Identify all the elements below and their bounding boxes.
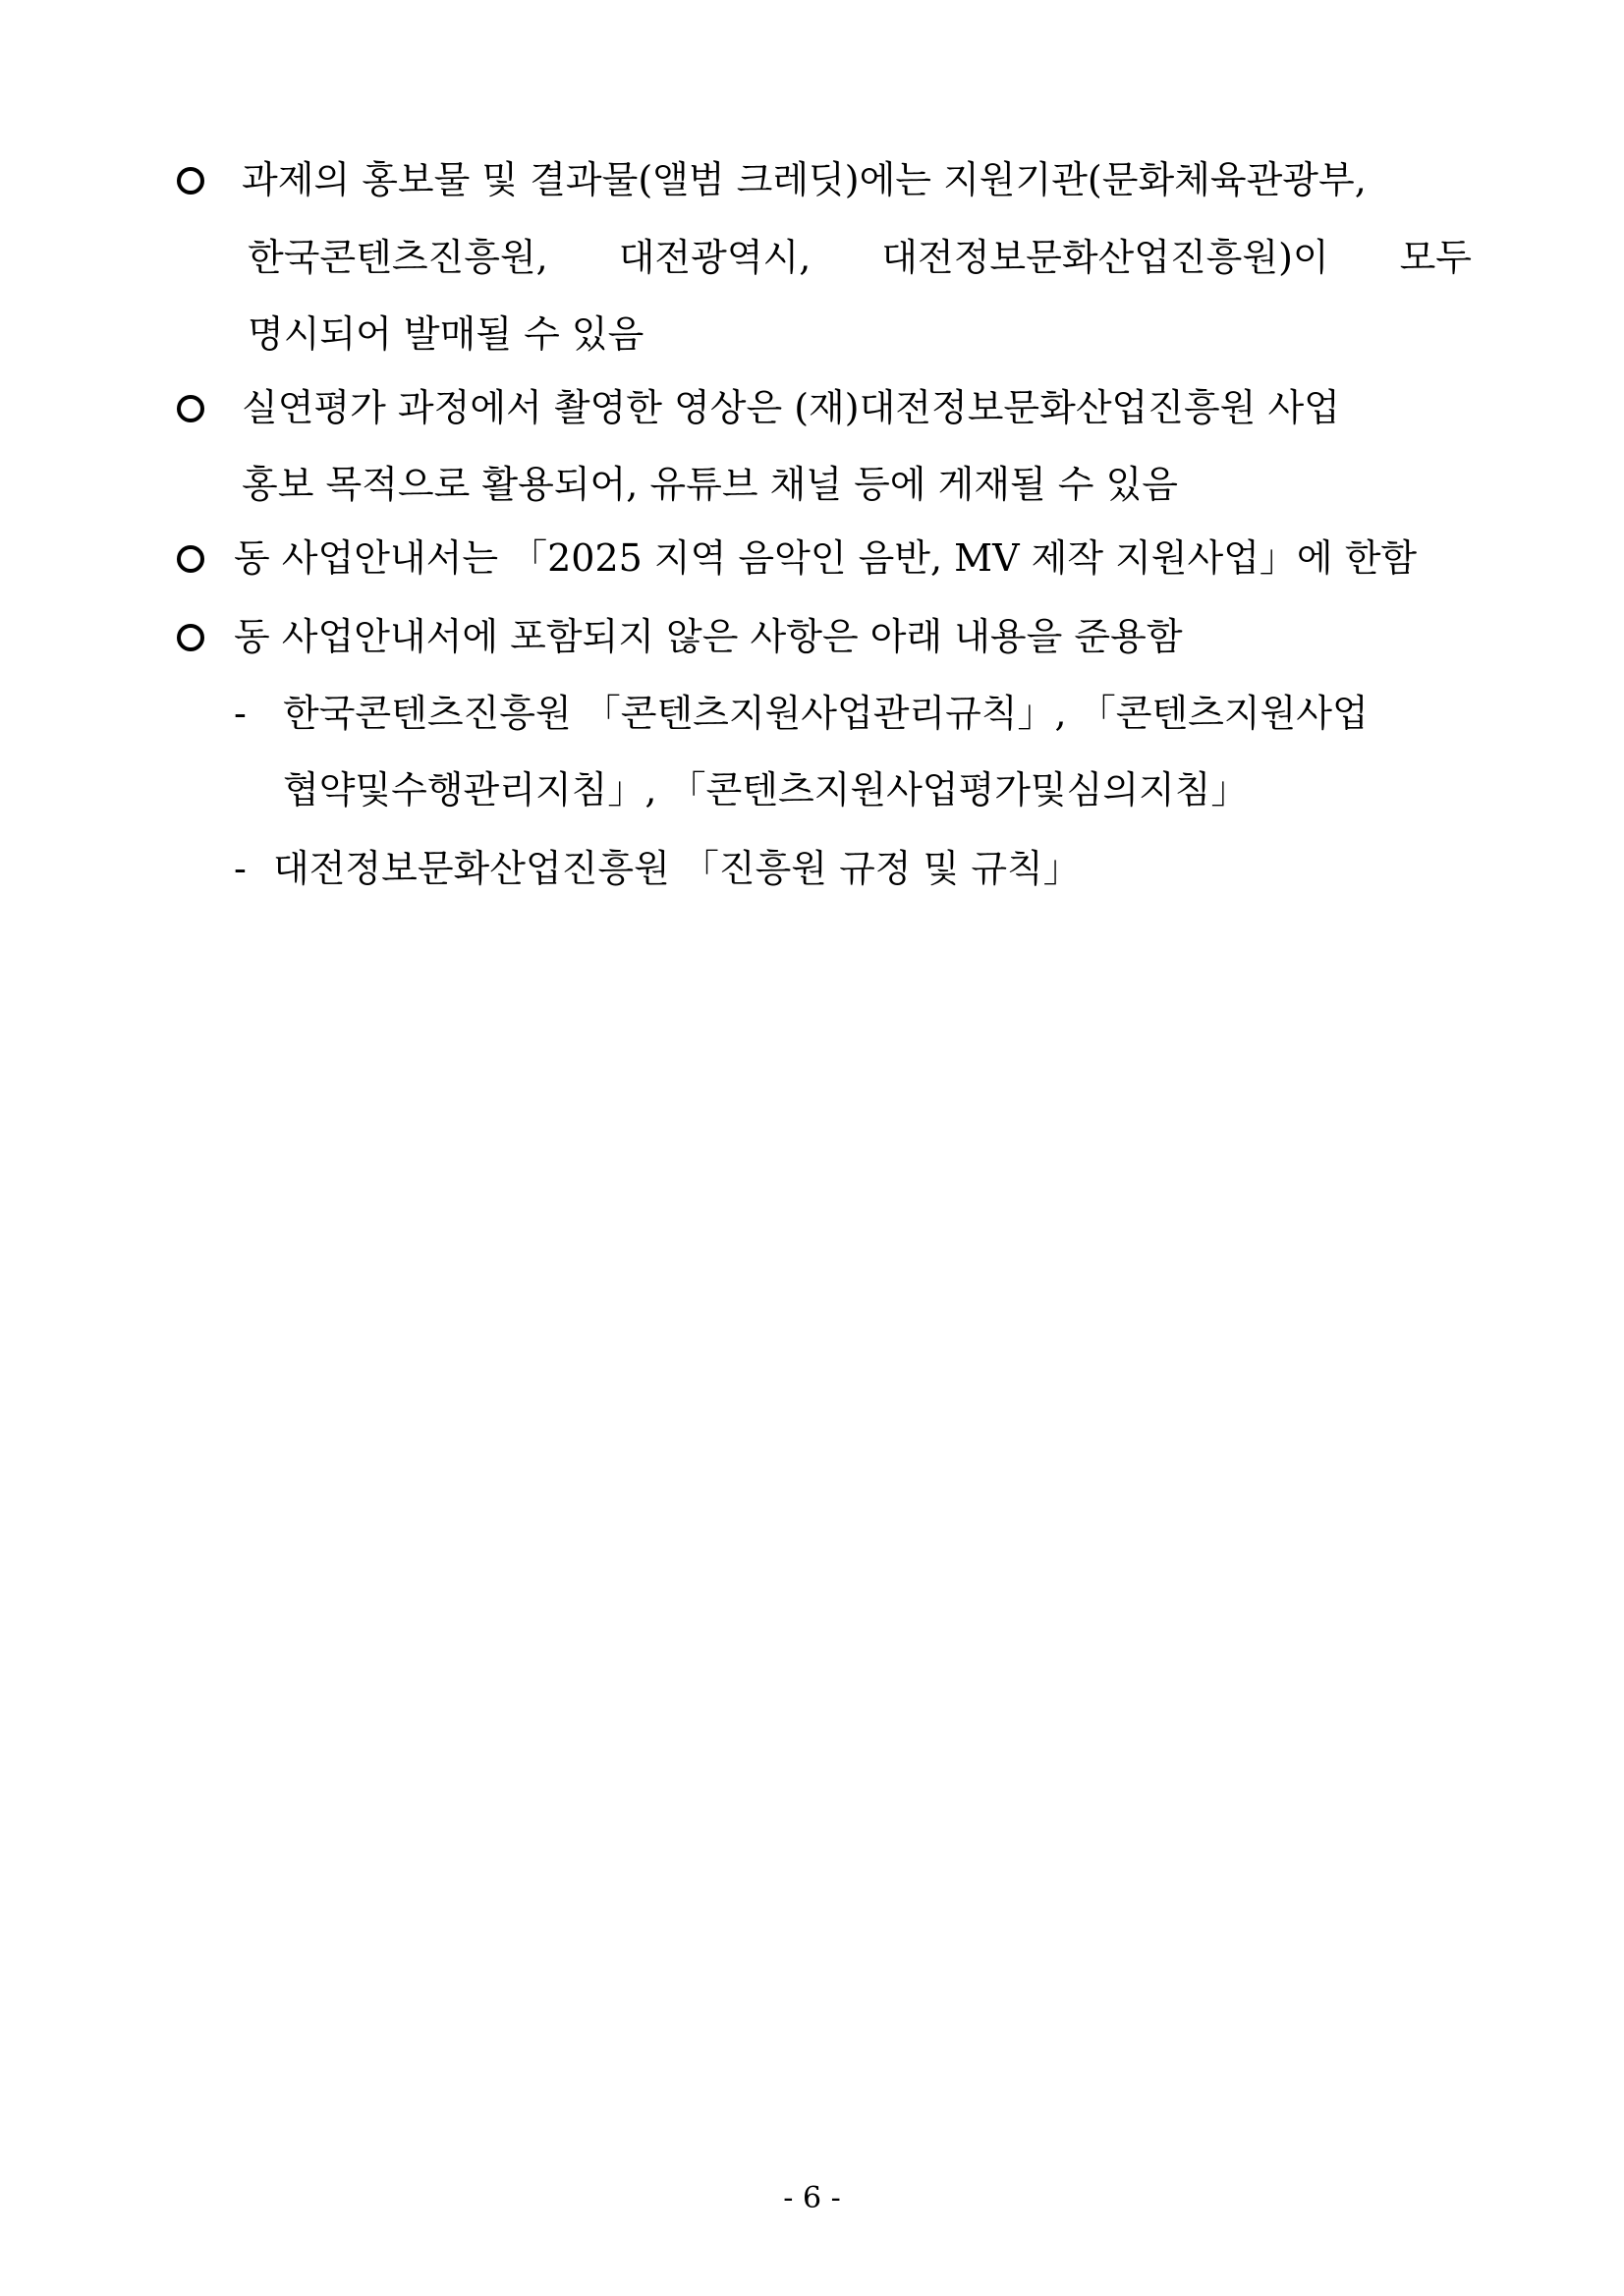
- dash-marker: -: [234, 847, 247, 890]
- item-4-line-1: [234, 611, 1183, 662]
- circle-bullet-icon: [177, 395, 204, 422]
- item-3-line-1: [234, 532, 1417, 584]
- subitem-2-line-1-text: 대전정보문화산업진흥원 「진흥원 규정 및 규칙」: [273, 847, 1081, 890]
- circle-bullet-icon: [177, 167, 204, 195]
- item-1-line-2-part-2: 대전광역시,: [618, 236, 812, 279]
- subitem-1-line-1-text: 한국콘텐츠진흥원 「콘텐츠지원사업관리규칙」, 「콘텐츠지원사업: [283, 692, 1369, 735]
- item-2-line-2: [242, 459, 1178, 510]
- subitem-1-line-2: [283, 764, 1248, 815]
- item-1-line-2-part-1: 한국콘텐츠진흥원,: [248, 236, 548, 279]
- item-2-line-2-text: 홍보 목적으로 활용되어, 유튜브 채널 등에 게재될 수 있음: [242, 463, 1178, 506]
- circle-bullet-icon: [177, 545, 204, 573]
- item-2-line-1: [242, 382, 1340, 433]
- subitem-2-line-1: [273, 843, 1081, 894]
- item-4-line-1-text: 동 사업안내서에 포함되지 않은 사항은 아래 내용을 준용함: [234, 615, 1183, 658]
- item-1-line-2-part-3: 대전정보문화산업진흥원)이: [881, 236, 1329, 279]
- item-1-line-1-text: 과제의 홍보물 및 결과물(앨범 크레딧)에는 지원기관(문화체육관광부,: [242, 158, 1367, 201]
- dash-marker: -: [234, 692, 247, 735]
- circle-bullet-icon: [177, 624, 204, 651]
- item-1-line-2: [248, 232, 1472, 283]
- item-1-line-3: [248, 308, 644, 360]
- item-1-line-2-part-4: 모두: [1399, 236, 1472, 279]
- subitem-1-line-2-text: 협약및수행관리지침」, 「콘텐츠지원사업평가및심의지침」: [283, 768, 1249, 812]
- item-2-line-1-text: 실연평가 과정에서 촬영한 영상은 (재)대전정보문화산업진흥원 사업: [242, 386, 1340, 429]
- item-3-line-1-text: 동 사업안내서는 「2025 지역 음악인 음반, MV 제작 지원사업」에 한함: [234, 536, 1418, 580]
- item-1-line-3-text: 명시되어 발매될 수 있음: [248, 312, 644, 356]
- page-number: - 6 -: [783, 2181, 841, 2215]
- subitem-1-line-1: [283, 688, 1369, 739]
- item-1-line-1: [242, 154, 1472, 205]
